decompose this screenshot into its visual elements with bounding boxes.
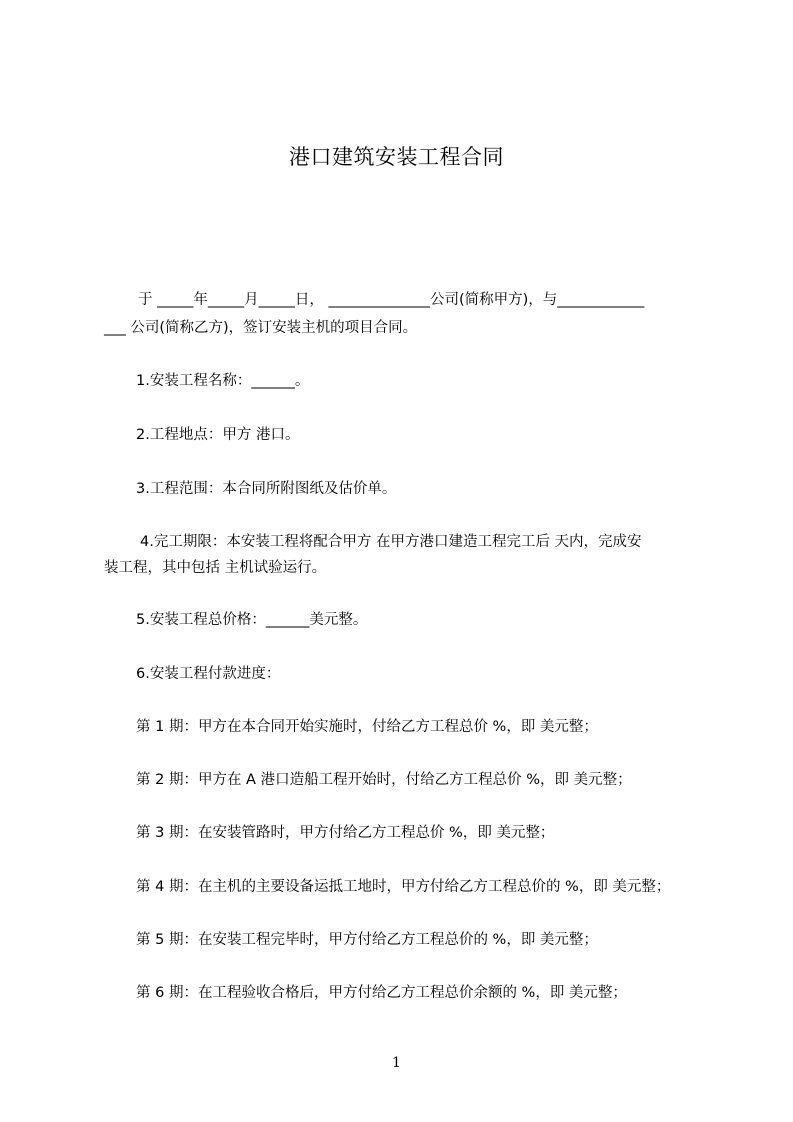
clause-5: 5.安装工程总价格：______美元整。 [136,612,368,628]
page-number: 1 [392,1055,401,1071]
intro-line-1: 于 _____年_____月_____日， ______________公司(简称甲方)，与____________ [138,292,645,308]
payment-item: 第 4 期：在主机的主要设备运抵工地时，甲方付给乙方工程总价的 %，即 美元整； [136,879,671,895]
clause-4-line-1: 4.完工期限：本安装工程将配合甲方 在甲方港口建造工程完工后 天内，完成安 [140,534,642,550]
payment-item: 第 6 期：在工程验收合格后，甲方付给乙方工程总价余额的 %，即 美元整； [136,985,627,1001]
payment-item: 第 5 期：在安装工程完毕时，甲方付给乙方工程总价的 %，即 美元整； [136,932,598,948]
clause-4-line-2: 装工程，其中包括 主机试验运行。 [104,560,327,576]
clause-3: 3.工程范围：本合同所附图纸及估价单。 [136,481,397,497]
clause-2: 2.工程地点：甲方 港口。 [136,427,300,443]
intro-line-2: ___ 公司(简称乙方)，签订安装主机的项目合同。 [104,320,418,336]
payment-item: 第 3 期：在安装管路时，甲方付给乙方工程总价 %，即 美元整； [136,825,555,841]
document-title: 港口建筑安装工程合同 [289,145,504,169]
payment-item: 第 1 期：甲方在本合同开始实施时，付给乙方工程总价 %，即 美元整； [136,719,598,735]
payment-item: 第 2 期：甲方在 A 港口造船工程开始时，付给乙方工程总价 %，即 美元整； [136,772,632,788]
clause-6: 6.安装工程付款进度： [136,666,281,682]
clause-1: 1.安装工程名称：______。 [136,373,310,389]
